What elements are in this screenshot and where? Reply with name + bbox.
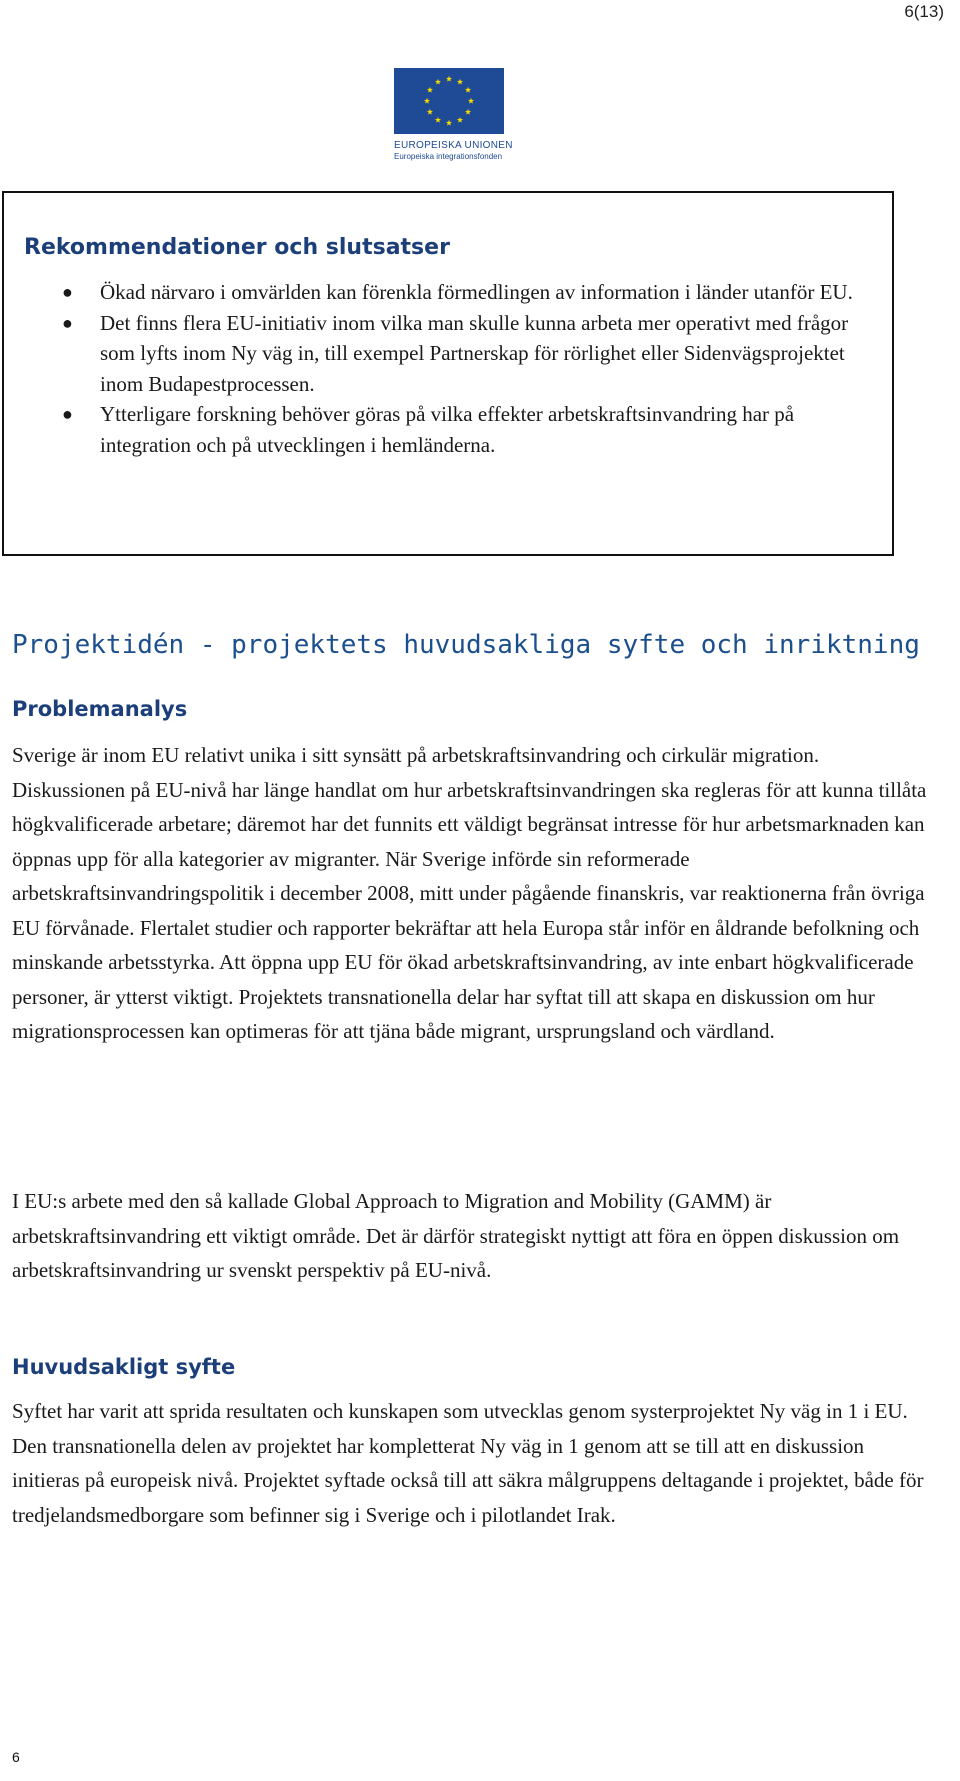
bullet-icon: ● <box>62 282 73 302</box>
list-item <box>62 399 880 460</box>
purpose-paragraph: Syftet har varit att sprida resultaten och kunskapen som utvecklas genom systerprojektet Ny väg in 1 i EU. Den transnationella delen av projektet har kompletterat Ny väg in 1 genom att se till att en diskussion initieras på europeisk nivå. Projektet syftade också till att säkra målgruppens deltagande i projektet, både för tredjelandsmedborgare som befinner sig i Sverige och i pilotlandet Irak. <box>12 1399 924 1527</box>
eu-logo-name: EUROPEISKA UNIONEN <box>394 140 513 151</box>
main-purpose-heading: Huvudsakligt syfte <box>12 1355 236 1379</box>
list-item <box>62 277 880 308</box>
page-indicator: 6(13) <box>904 2 944 21</box>
section-heading: Projektidén - projektets huvudsakliga syfte och inriktning <box>12 630 920 660</box>
list-item <box>62 308 880 400</box>
recommendations-title: Rekommendationer och slutsatser <box>24 235 450 260</box>
recommendations-box <box>2 191 894 556</box>
problem-paragraph-1: Sverige är inom EU relativt unika i sitt synsätt på arbetskraftsinvandring och cirkulär migration. Diskussionen på EU-nivå har länge handlat om hur arbetskraftsinvandringen ska regleras för att kunna tillåta högkvalificerade arbetare; däremot har det funnits ett väldigt begränsat intresse för hur arbetsmarknaden kan öppnas upp för alla kategorier av migranter. När Sverige införde sin reformerade arbetskraftsinvandringspolitik i december 2008, mitt under pågående finanskris, var reaktionerna från övriga EU förvånade. Flertalet studier och rapporter bekräftar att hela Europa står inför en åldrande befolkning och minskande arbetsstyrka. Att öppna upp EU för ökad arbetskraftsinvandring, av inte enbart högkvalificerade personer, är ytterst viktigt. Projektets transnationella delar har syftat till att skapa en diskussion om hur migrationsprocessen kan optimeras för att tjäna både migrant, ursprungsland och värdland. <box>12 743 927 1043</box>
list-item-text: Ökad närvaro i omvärlden kan förenkla förmedlingen av information i länder utanför EU. <box>100 280 853 304</box>
eu-logo <box>394 68 513 162</box>
eu-flag-icon <box>394 68 504 134</box>
recommendations-list <box>62 277 880 460</box>
footer-page-number: 6 <box>12 1749 20 1765</box>
bullet-icon: ● <box>62 312 73 333</box>
problem-paragraph-2: I EU:s arbete med den så kallade Global Approach to Migration and Mobility (GAMM) är arbetskraftsinvandring ett viktigt område. Det är därför strategiskt nyttigt att föra en öppen diskussion om arbetskraftsinvandring ur svenskt perspektiv på EU-nivå. <box>12 1189 900 1282</box>
list-item-text: Ytterligare forskning behöver göras på vilka effekter arbetskraftsinvandring har på integration och på utvecklingen i hemländerna. <box>100 402 795 457</box>
problem-analysis-heading: Problemanalys <box>12 697 188 721</box>
bullet-icon: ● <box>62 404 73 424</box>
eu-logo-subtitle: Europeiska integrationsfonden <box>394 152 503 161</box>
list-item-text: Det finns flera EU-initiativ inom vilka man skulle kunna arbeta mer operativt med frågor som lyfts inom Ny väg in, till exempel Partnerskap för rörlighet eller Sidenvägsprojektet inom Budapestprocessen. <box>100 310 849 396</box>
